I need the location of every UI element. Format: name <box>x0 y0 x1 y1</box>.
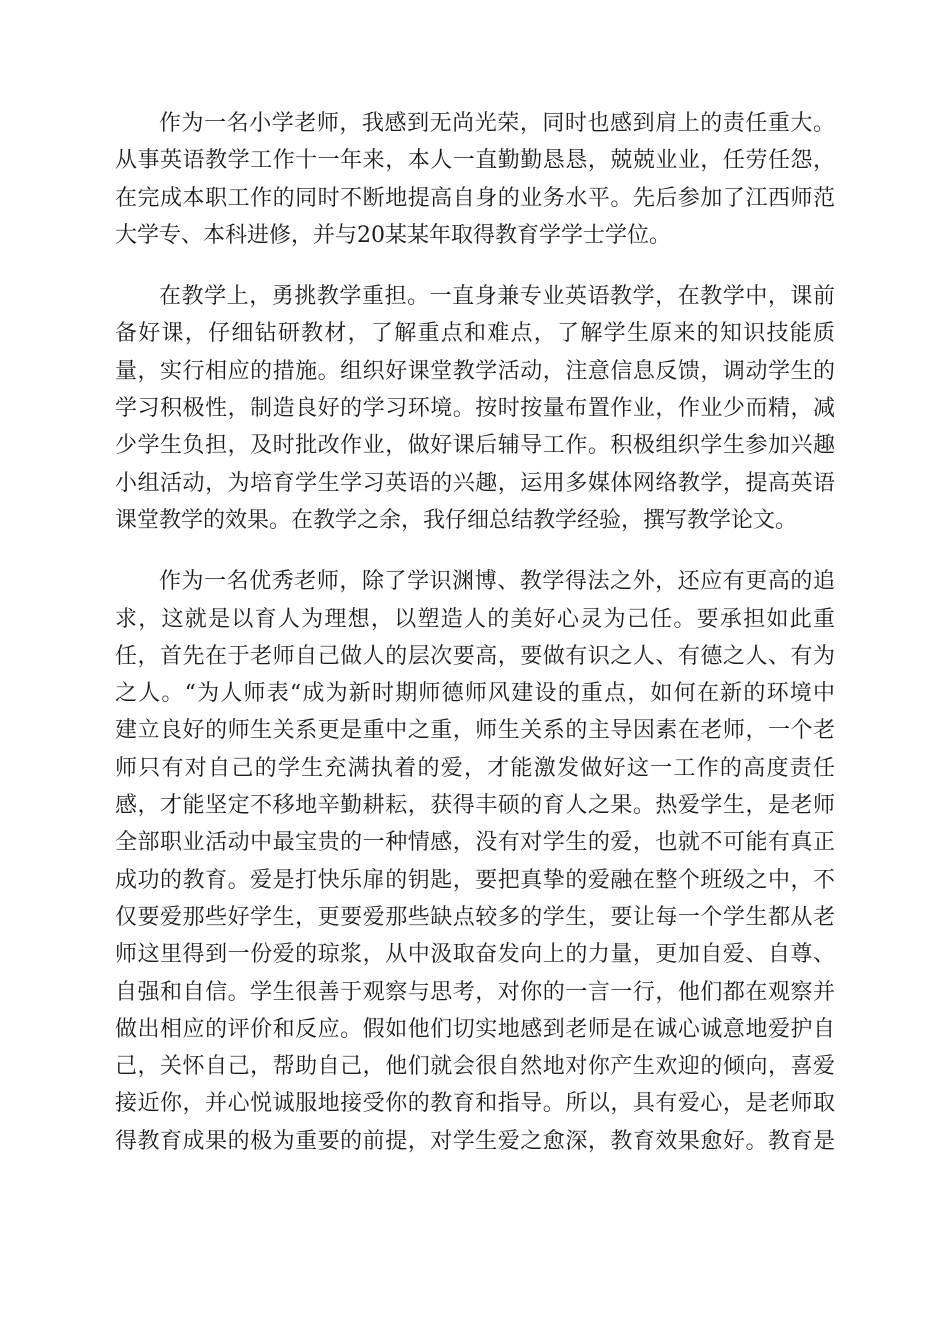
text-line: 师只有对自己的学生充满执着的爱，才能激发做好这一工作的高度责任 <box>115 755 835 781</box>
text-line: 己，关怀自己，帮助自己，他们就会很自然地对你产生欢迎的倾向，喜爱 <box>115 1054 835 1080</box>
text-line: 感，才能坚定不移地辛勤耕耘，获得丰硕的育人之果。热爱学生，是老师 <box>115 793 835 819</box>
text-line: 师这里得到一份爱的琼浆，从中汲取奋发向上的力量，更加自爱、自尊、 <box>115 942 835 968</box>
text-line: 大学专、本科进修，并与20某某年取得教育学学士学位。 <box>115 222 671 248</box>
document-body <box>115 105 835 1184</box>
text-line: 得教育成果的极为重要的前提，对学生爱之愈深，教育效果愈好。教育是 <box>115 1128 835 1154</box>
text-line: 学习积极性，制造良好的学习环境。按时按量布置作业，作业少而精，减 <box>115 396 835 422</box>
text-line: 求，这就是以育人为理想，以塑造人的美好心灵为己任。要承担如此重 <box>115 606 835 632</box>
text-line: 备好课，仔细钻研教材，了解重点和难点，了解学生原来的知识技能质 <box>115 321 835 347</box>
text-line: 全部职业活动中最宝贵的一种情感，没有对学生的爱，也就不可能有真正 <box>115 830 835 856</box>
text-line: 在完成本职工作的同时不断地提高自身的业务水平。先后参加了江西师范 <box>115 185 835 211</box>
text-line: 接近你，并心悦诚服地接受你的教育和指导。所以，具有爱心，是老师取 <box>115 1091 835 1117</box>
text-line: 之人。“为人师表“成为新时期师德师风建设的重点，如何在新的环境中 <box>115 681 835 707</box>
paragraph-1 <box>115 105 835 254</box>
text-line: 作为一名小学老师，我感到无尚光荣，同时也感到肩上的责任重大。 <box>159 111 835 136</box>
text-line: 课堂教学的效果。在教学之余，我仔细总结教学经验，撰写教学论文。 <box>115 507 798 533</box>
text-line: 量，实行相应的措施。组织好课堂教学活动，注意信息反馈，调动学生的 <box>115 358 835 384</box>
text-line: 在教学上，勇挑教学重担。一直身兼专业英语教学，在教学中，课前 <box>159 284 835 310</box>
text-line: 自强和自信。学生很善于观察与思考，对你的一言一行，他们都在观察并 <box>115 979 835 1005</box>
text-line: 作为一名优秀老师，除了学识渊博、教学得法之外，还应有更高的追 <box>159 569 835 595</box>
text-line: 小组活动，为培育学生学习英语的兴趣，运用多媒体网络教学，提高英语 <box>115 470 835 496</box>
text-line: 成功的教育。爱是打快乐扉的钥匙，要把真挚的爱融在整个班级之中，不 <box>115 867 835 893</box>
text-line: 少学生负担，及时批改作业，做好课后辅导工作。积极组织学生参加兴趣 <box>115 433 835 459</box>
text-line: 任，首先在于老师自己做人的层次要高，要做有识之人、有德之人、有为 <box>115 643 835 669</box>
paragraph-2 <box>115 278 835 539</box>
text-line: 建立良好的师生关系更是重中之重，师生关系的主导因素在老师，一个老 <box>115 718 835 744</box>
text-line: 从事英语教学工作十一年来，本人一直勤勤恳恳，兢兢业业，任劳任怨， <box>115 148 835 174</box>
paragraph-3 <box>115 563 835 1160</box>
text-line: 仅要爱那些好学生，更要爱那些缺点较多的学生，要让每一个学生都从老 <box>115 904 835 930</box>
text-line: 做出相应的评价和反应。假如他们切实地感到老师是在诚心诚意地爱护自 <box>115 1016 835 1042</box>
